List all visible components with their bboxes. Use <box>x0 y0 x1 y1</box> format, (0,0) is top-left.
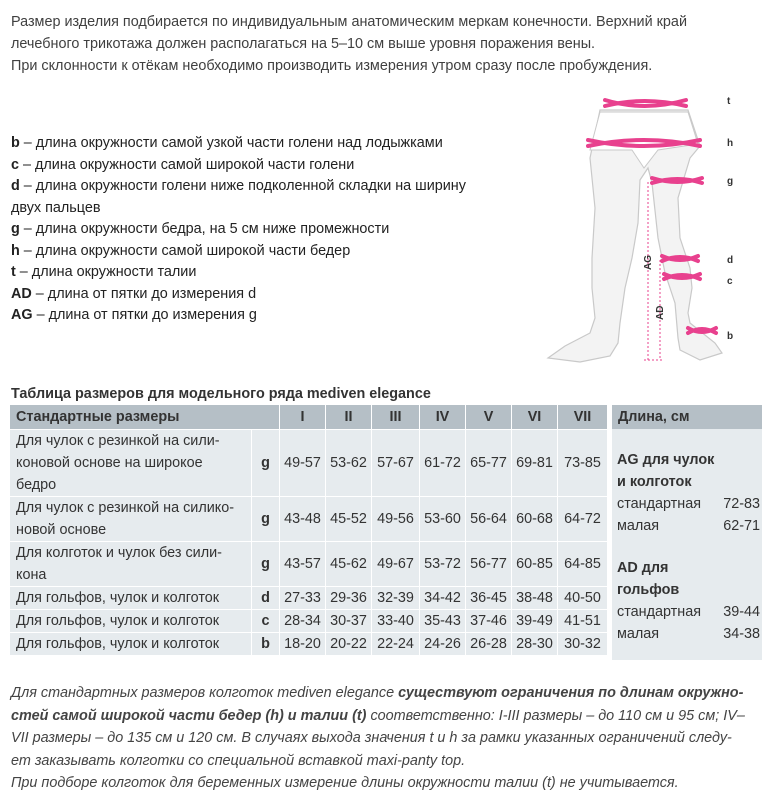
header-size: VI <box>512 405 558 429</box>
table-cell: 32-39 <box>372 586 420 609</box>
row-letter: d <box>252 586 280 609</box>
intro-line: При склонности к отёкам необходимо производить измерения утром сразу после пробуждения. <box>11 58 653 74</box>
label-ag: AG <box>643 255 654 270</box>
footnote-line: стей самой широкой части бедер (h) и талии (t) соответственно: I-III размеры – до 110 см и 95 см; IV– <box>11 707 745 724</box>
table-cell: 45-52 <box>326 496 372 541</box>
definition-h: h – длина окружности самой широкой части бедер <box>11 242 351 259</box>
label-h: h <box>727 138 734 149</box>
label-d: d <box>727 255 734 266</box>
table-cell: 60-85 <box>512 541 558 586</box>
table-cell: 43-57 <box>280 541 326 586</box>
row-description: Для чулок с резинкой на сили- коновой основе на широкое бедро <box>10 429 252 496</box>
table-cell: 45-62 <box>326 541 372 586</box>
intro-line: лечебного трикотажа должен располагаться на 5–10 см выше уровня поражения вены. <box>11 36 596 52</box>
row-letter: c <box>252 609 280 632</box>
header-size: IV <box>420 405 466 429</box>
length-ag-section: AG для чулок и колготок стандартная 72-83 малая 62-71 <box>617 449 760 537</box>
definition-ad: AD – длина от пятки до измерения d <box>11 285 257 302</box>
row-description: Для чулок с резинкой на силико- новой основе <box>10 496 252 541</box>
table-cell: 18-20 <box>280 632 326 655</box>
row-letter: g <box>252 541 280 586</box>
footnote-line: Для стандартных размеров колготок mediven elegance существуют ограничения по длинам окружно- <box>11 685 744 701</box>
intro-text <box>11 11 771 77</box>
leg-measurement-diagram <box>540 88 775 368</box>
header-size: VII <box>558 405 608 429</box>
table-row <box>10 429 608 496</box>
table-cell: 61-72 <box>420 429 466 496</box>
table-cell: 30-32 <box>558 632 608 655</box>
length-header: Длина, см <box>612 405 762 429</box>
table-cell: 28-30 <box>512 632 558 655</box>
footnote-line: ет заказывать колготки со специальной вставкой maxi-panty top. <box>11 752 466 769</box>
length-ad-section: AD для гольфов стандартная 39-44 малая 34-38 <box>617 557 760 645</box>
row-description: Для гольфов, чулок и колготок <box>10 632 252 655</box>
table-cell: 24-26 <box>420 632 466 655</box>
table-cell: 53-60 <box>420 496 466 541</box>
table-cell: 49-56 <box>372 496 420 541</box>
table-cell: 30-37 <box>326 609 372 632</box>
definition-d: d – длина окружности голени ниже подколенной складки на ширину <box>11 178 466 194</box>
row-description: Для колготок и чулок без сили- кона <box>10 541 252 586</box>
row-description: Для гольфов, чулок и колготок <box>10 586 252 609</box>
table-row <box>10 632 608 655</box>
label-ad: AD <box>655 305 666 320</box>
header-size: V <box>466 405 512 429</box>
size-table <box>10 405 608 655</box>
size-table-header <box>10 405 608 429</box>
header-standard-sizes: Стандартные размеры <box>10 405 280 429</box>
table-cell: 27-33 <box>280 586 326 609</box>
table-cell: 65-77 <box>466 429 512 496</box>
table-cell: 39-49 <box>512 609 558 632</box>
length-panel <box>612 405 762 660</box>
header-size: II <box>326 405 372 429</box>
header-size: III <box>372 405 420 429</box>
table-cell: 60-68 <box>512 496 558 541</box>
intro-line: Размер изделия подбирается по индивидуальным анатомическим меркам конечности. Верхний край <box>11 14 687 30</box>
length-ad-small: малая 34-38 <box>617 626 760 642</box>
table-cell: 49-57 <box>280 429 326 496</box>
header-size: I <box>280 405 326 429</box>
table-cell: 36-45 <box>466 586 512 609</box>
table-cell: 38-48 <box>512 586 558 609</box>
measurement-definitions <box>11 133 571 327</box>
table-cell: 40-50 <box>558 586 608 609</box>
label-t: t <box>727 96 731 107</box>
table-cell: 22-24 <box>372 632 420 655</box>
table-cell: 64-85 <box>558 541 608 586</box>
table-cell: 34-42 <box>420 586 466 609</box>
footnote <box>11 682 771 795</box>
table-cell: 57-67 <box>372 429 420 496</box>
definition-ag: AG – длина от пятки до измерения g <box>11 307 257 323</box>
label-c: c <box>727 276 733 287</box>
definition-g: g – длина окружности бедра, на 5 см ниже промежности <box>11 221 390 237</box>
table-cell: 49-67 <box>372 541 420 586</box>
table-cell: 43-48 <box>280 496 326 541</box>
table-cell: 33-40 <box>372 609 420 632</box>
table-cell: 37-46 <box>466 609 512 632</box>
table-row <box>10 586 608 609</box>
table-cell: 28-34 <box>280 609 326 632</box>
row-description: Для гольфов, чулок и колготок <box>10 609 252 632</box>
row-letter: g <box>252 429 280 496</box>
table-cell: 64-72 <box>558 496 608 541</box>
table-cell: 56-77 <box>466 541 512 586</box>
table-cell: 69-81 <box>512 429 558 496</box>
table-cell: 26-28 <box>466 632 512 655</box>
table-cell: 73-85 <box>558 429 608 496</box>
table-cell: 41-51 <box>558 609 608 632</box>
table-row <box>10 609 608 632</box>
table-cell: 53-72 <box>420 541 466 586</box>
row-letter: g <box>252 496 280 541</box>
length-ag-standard: стандартная 72-83 <box>617 496 760 512</box>
table-row <box>10 496 608 541</box>
definition-t: t – длина окружности талии <box>11 264 197 280</box>
table-cell: 29-36 <box>326 586 372 609</box>
label-g: g <box>727 176 734 187</box>
definition-b: b – длина окружности самой узкой части голени над лодыжками <box>11 135 443 151</box>
footnote-line: VII размеры – до 135 см и 120 см. В случаях выхода значения t и h за рамки указанных ограничений следу- <box>11 730 732 746</box>
table-cell: 53-62 <box>326 429 372 496</box>
length-ag-small: малая 62-71 <box>617 518 760 534</box>
footnote-line: При подборе колготок для беременных измерение длины окружности талии (t) не учитывается. <box>11 775 679 791</box>
table-row <box>10 541 608 586</box>
definition-c: c – длина окружности самой широкой части голени <box>11 156 355 173</box>
table-title: Таблица размеров для модельного ряда mediven elegance <box>11 386 431 402</box>
length-ad-standard: стандартная 39-44 <box>617 604 760 620</box>
row-letter: b <box>252 632 280 655</box>
table-cell: 20-22 <box>326 632 372 655</box>
table-cell: 35-43 <box>420 609 466 632</box>
table-cell: 56-64 <box>466 496 512 541</box>
definition-d-cont: двух пальцев <box>11 199 101 216</box>
label-b: b <box>727 331 734 342</box>
